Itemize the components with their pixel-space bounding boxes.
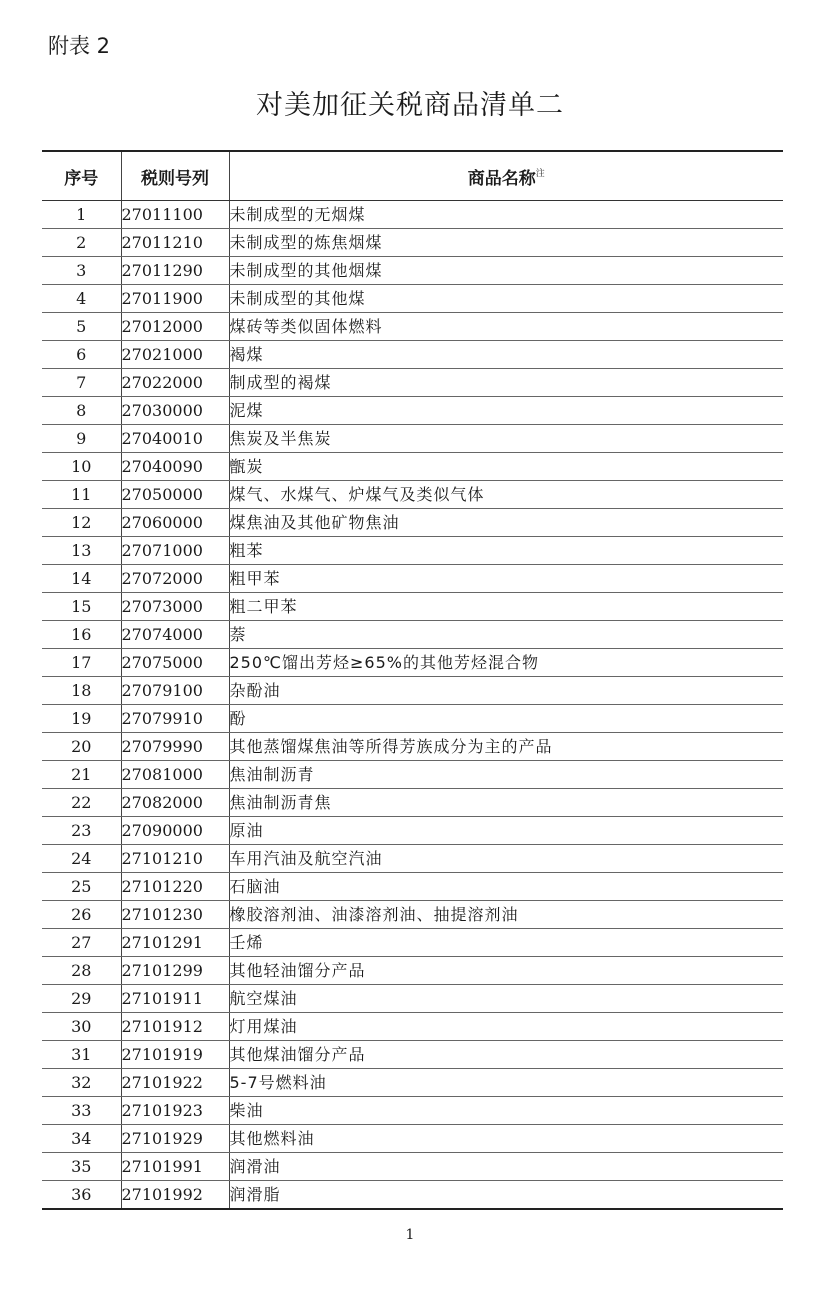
row-goods-name: 车用汽油及航空汽油 [229,845,783,873]
table-row [42,509,783,537]
row-goods-name: 焦油制沥青焦 [229,789,783,817]
row-tariff-code: 27101220 [121,873,229,901]
row-tariff-code: 27011900 [121,285,229,313]
row-goods-name: 焦油制沥青 [229,761,783,789]
row-goods-name: 酚 [229,705,783,733]
table-row [42,481,783,509]
row-goods-name: 其他燃料油 [229,1125,783,1153]
row-serial-number: 10 [42,453,121,481]
table-row [42,985,783,1013]
table-row [42,761,783,789]
row-serial-number: 21 [42,761,121,789]
table-row [42,817,783,845]
row-serial-number: 35 [42,1153,121,1181]
row-serial-number: 6 [42,341,121,369]
table-row [42,565,783,593]
row-goods-name: 航空煤油 [229,985,783,1013]
row-serial-number: 23 [42,817,121,845]
row-tariff-code: 27101911 [121,985,229,1013]
row-goods-name: 未制成型的炼焦烟煤 [229,229,783,257]
table-row [42,901,783,929]
row-serial-number: 12 [42,509,121,537]
table-row [42,425,783,453]
row-serial-number: 13 [42,537,121,565]
row-tariff-code: 27022000 [121,369,229,397]
table-row [42,453,783,481]
table-row [42,1069,783,1097]
row-tariff-code: 27101210 [121,845,229,873]
table-row [42,1097,783,1125]
table-row [42,341,783,369]
row-goods-name: 煤焦油及其他矿物焦油 [229,509,783,537]
table-row [42,873,783,901]
row-goods-name: 5-7号燃料油 [229,1069,783,1097]
table-row [42,957,783,985]
page-number: 1 [405,1227,415,1243]
row-serial-number: 4 [42,285,121,313]
table-row [42,201,783,229]
row-serial-number: 24 [42,845,121,873]
row-goods-name: 灯用煤油 [229,1013,783,1041]
row-tariff-code: 27101922 [121,1069,229,1097]
row-serial-number: 31 [42,1041,121,1069]
table-row [42,1181,783,1210]
row-tariff-code: 27101230 [121,901,229,929]
row-goods-name: 未制成型的其他煤 [229,285,783,313]
row-tariff-code: 27101912 [121,1013,229,1041]
row-serial-number: 7 [42,369,121,397]
row-tariff-code: 27101929 [121,1125,229,1153]
row-tariff-code: 27030000 [121,397,229,425]
table-row [42,733,783,761]
row-goods-name: 煤气、水煤气、炉煤气及类似气体 [229,481,783,509]
table-row [42,229,783,257]
row-tariff-code: 27101923 [121,1097,229,1125]
row-serial-number: 19 [42,705,121,733]
row-tariff-code: 27101299 [121,957,229,985]
row-serial-number: 9 [42,425,121,453]
row-serial-number: 16 [42,621,121,649]
row-tariff-code: 27071000 [121,537,229,565]
row-tariff-code: 27079910 [121,705,229,733]
row-goods-name: 润滑脂 [229,1181,783,1210]
row-goods-name: 粗二甲苯 [229,593,783,621]
table-row [42,369,783,397]
row-goods-name: 润滑油 [229,1153,783,1181]
header-goods-name-label: 商品名称 [467,168,536,189]
row-serial-number: 17 [42,649,121,677]
row-serial-number: 14 [42,565,121,593]
header-tariff-code: 税则号列 [121,151,229,201]
row-tariff-code: 27011290 [121,257,229,285]
row-goods-name: 壬烯 [229,929,783,957]
table-row [42,1125,783,1153]
table-row [42,621,783,649]
row-goods-name: 煤砖等类似固体燃料 [229,313,783,341]
row-tariff-code: 27040010 [121,425,229,453]
row-serial-number: 11 [42,481,121,509]
row-serial-number: 1 [42,201,121,229]
row-goods-name: 粗苯 [229,537,783,565]
row-goods-name: 焦炭及半焦炭 [229,425,783,453]
table-header-row [42,151,783,201]
row-tariff-code: 27012000 [121,313,229,341]
page-title: 对美加征关税商品清单二 [256,90,564,121]
row-serial-number: 27 [42,929,121,957]
row-tariff-code: 27090000 [121,817,229,845]
row-tariff-code: 27082000 [121,789,229,817]
table-row [42,1013,783,1041]
row-serial-number: 26 [42,901,121,929]
row-goods-name: 制成型的褐煤 [229,369,783,397]
header-note-mark: 注 [535,168,545,179]
row-serial-number: 22 [42,789,121,817]
row-serial-number: 5 [42,313,121,341]
row-goods-name: 石脑油 [229,873,783,901]
row-serial-number: 36 [42,1181,121,1210]
row-tariff-code: 27079100 [121,677,229,705]
row-serial-number: 28 [42,957,121,985]
row-goods-name: 其他蒸馏煤焦油等所得芳族成分为主的产品 [229,733,783,761]
row-goods-name: 柴油 [229,1097,783,1125]
table-body [42,201,783,1210]
table-row [42,677,783,705]
table-row [42,929,783,957]
row-serial-number: 29 [42,985,121,1013]
table-row [42,257,783,285]
row-tariff-code: 27073000 [121,593,229,621]
row-goods-name: 橡胶溶剂油、油漆溶剂油、抽提溶剂油 [229,901,783,929]
row-goods-name: 其他轻油馏分产品 [229,957,783,985]
table-row [42,537,783,565]
row-goods-name: 未制成型的其他烟煤 [229,257,783,285]
row-tariff-code: 27081000 [121,761,229,789]
row-serial-number: 30 [42,1013,121,1041]
row-serial-number: 25 [42,873,121,901]
table-row [42,593,783,621]
attachment-label: 附表 2 [48,34,111,58]
row-serial-number: 18 [42,677,121,705]
table-row [42,1153,783,1181]
row-serial-number: 32 [42,1069,121,1097]
row-tariff-code: 27079990 [121,733,229,761]
row-goods-name: 250℃馏出芳烃≥65%的其他芳烃混合物 [229,649,783,677]
row-tariff-code: 27040090 [121,453,229,481]
row-serial-number: 2 [42,229,121,257]
row-goods-name: 其他煤油馏分产品 [229,1041,783,1069]
table-row [42,845,783,873]
row-serial-number: 34 [42,1125,121,1153]
row-serial-number: 8 [42,397,121,425]
row-serial-number: 33 [42,1097,121,1125]
row-tariff-code: 27011210 [121,229,229,257]
header-serial-number: 序号 [42,151,121,201]
table-row [42,313,783,341]
table-row [42,705,783,733]
table-row [42,789,783,817]
row-tariff-code: 27101991 [121,1153,229,1181]
row-goods-name: 泥煤 [229,397,783,425]
row-goods-name: 杂酚油 [229,677,783,705]
row-tariff-code: 27050000 [121,481,229,509]
row-goods-name: 未制成型的无烟煤 [229,201,783,229]
table-row [42,1041,783,1069]
row-serial-number: 20 [42,733,121,761]
row-serial-number: 15 [42,593,121,621]
row-goods-name: 萘 [229,621,783,649]
row-tariff-code: 27075000 [121,649,229,677]
row-goods-name: 粗甲苯 [229,565,783,593]
row-tariff-code: 27021000 [121,341,229,369]
row-tariff-code: 27101992 [121,1181,229,1210]
table-row [42,285,783,313]
table-row [42,397,783,425]
row-goods-name: 甑炭 [229,453,783,481]
row-tariff-code: 27060000 [121,509,229,537]
row-tariff-code: 27101919 [121,1041,229,1069]
header-goods-name [229,151,783,201]
row-tariff-code: 27011100 [121,201,229,229]
row-tariff-code: 27074000 [121,621,229,649]
row-tariff-code: 27072000 [121,565,229,593]
tariff-goods-table [42,150,783,1210]
row-goods-name: 褐煤 [229,341,783,369]
table-row [42,649,783,677]
row-tariff-code: 27101291 [121,929,229,957]
row-serial-number: 3 [42,257,121,285]
row-goods-name: 原油 [229,817,783,845]
